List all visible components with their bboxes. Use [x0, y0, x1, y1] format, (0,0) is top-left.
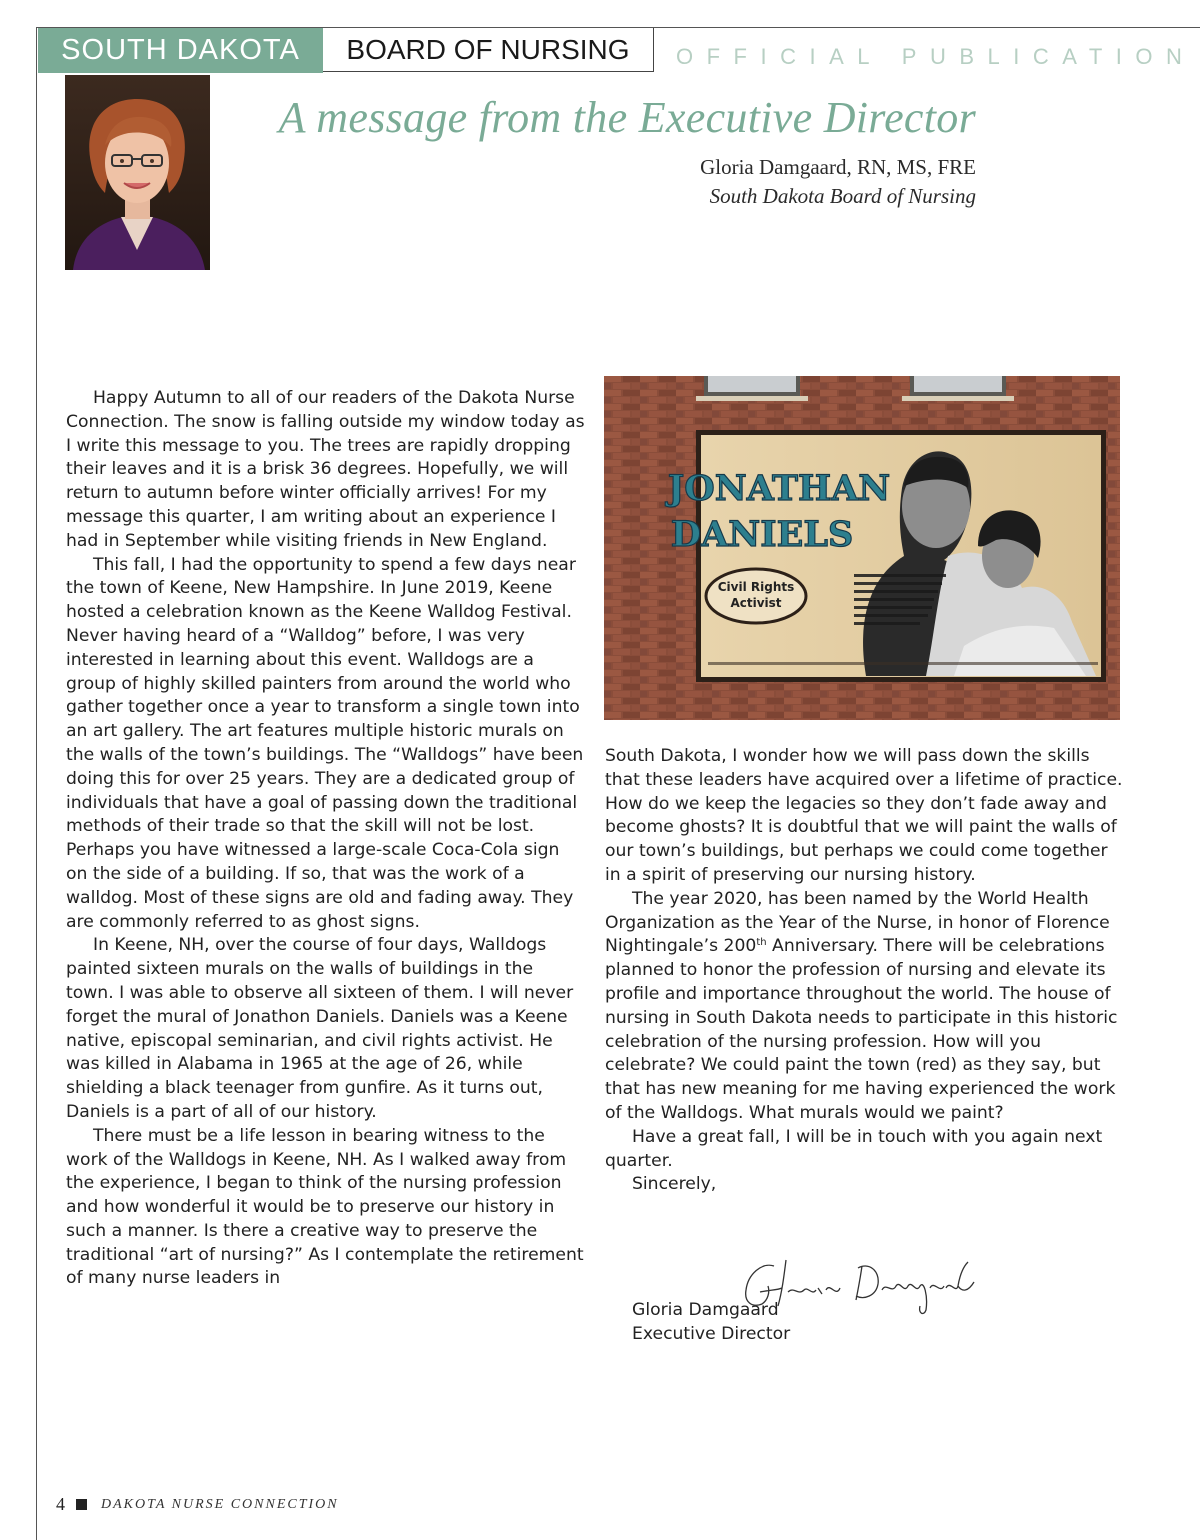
mural-badge-line1: Civil Rights [717, 580, 795, 594]
byline [500, 153, 976, 211]
mural-badge-line2: Activist [730, 596, 782, 610]
paragraph: Happy Autumn to all of our readers of the Dakota Nurse Connection. The snow is falling outside my window today as I write this message to you. The trees are rapidly dropping their leaves and it is a brisk 36 degrees. Hopefully, we will return to autumn before winter officially arrives! For my message this quarter, I am writing about an experience I had in September while visiting friends in New England. [66, 388, 585, 551]
paragraph: In Keene, NH, over the course of four days, Walldogs painted sixteen murals on the walls of buildings in the town. I was able to observe all sixteen of them. I will never forget the mural of Jonathon Daniels. Daniels was a Keene native, episcopal seminarian, and civil rights activist. He was killed in Alabama in 1965 at the age of 26, while shielding a black teenager from gunfire. As it turns out, Daniels is a part of all of our history. [66, 935, 574, 1122]
paragraph: This fall, I had the opportunity to spend a few days near the town of Keene, New Hampshire. In June 2019, Keene hosted a celebration known as the Keene Walldog Festival. Never having heard of a “Walldog” before, I was very interested in learning about this event. Walldogs are a group of highly skilled painters from around the world who gather together once a year to transform a single town into an art gallery. The art features multiple historic murals on the walls of the town’s buildings. The “Walldogs” have been doing this for over 25 years. They are a dedicated group of individuals that have a goal of passing down the traditional methods of their trade so that the skill will not be lost. Perhaps you have witnessed a large-scale Coca-Cola sign on the side of a building. If so, that was the work of a walldog. Most of these signs are old and fading away. They are commonly referred to as ghost signs. [66, 554, 584, 932]
mural-title-line2: DANIELS [670, 514, 854, 555]
article-title: A message from the Executive Director [278, 93, 976, 142]
ordinal-suffix: th [756, 937, 767, 949]
mural-photo [604, 376, 1120, 720]
article-column-left [66, 387, 586, 1291]
signer-name: Gloria Damgaard [632, 1300, 779, 1321]
paragraph: There must be a life lesson in bearing witness to the work of the Walldogs in Keene, NH. As I walked away from the experience, I began to think of the nursing profession and how wonderful it would be to preserve our history in such a manner. Is there a creative way to preserve the traditional “art of nursing?” As I contemplate the retirement of many nurse leaders in [66, 1125, 584, 1289]
left-rule [36, 27, 37, 1540]
official-publication-label: OFFICIAL PUBLICATION [676, 44, 1196, 69]
masthead [38, 28, 654, 73]
masthead-state: SOUTH DAKOTA [38, 28, 323, 73]
year-of-nurse-text: The year 2020, has been named by the World Health Organization as the Year of the Nurse, in honor of Florence Nightingale’s 200 [605, 888, 1110, 957]
author-organization: South Dakota Board of Nursing [709, 184, 976, 208]
mural-title-line1: JONATHAN [667, 468, 891, 509]
page-footer [56, 1494, 339, 1515]
sincerely: Sincerely, [632, 1174, 717, 1195]
footer-square-icon [76, 1499, 87, 1510]
page-number: 4 [56, 1494, 65, 1514]
author-name: Gloria Damgaard, RN, MS, FRE [700, 155, 976, 179]
author-portrait [65, 75, 210, 270]
paragraph [605, 888, 1125, 1126]
signer-title: Executive Director [632, 1323, 791, 1344]
handwritten-signature [738, 1252, 978, 1324]
publication-name: DAKOTA NURSE CONNECTION [101, 1496, 339, 1512]
paragraph-continued: South Dakota, I wonder how we will pass down the skills that these leaders have acquired over a lifetime of practice. How do we keep the legacies so they don’t fade away and become ghosts? It is doubtful that we will paint the walls of our town’s buildings, but perhaps we could come together in a spirit of preserving our nursing history. [605, 746, 1123, 885]
paragraph: Have a great fall, I will be in touch with you again next quarter. [605, 1126, 1103, 1171]
year-of-nurse-text-end: Anniversary. There will be celebrations planned to honor the profession of nursing and elevate its profile and importance throughout the world. The house of nursing in South Dakota needs to participate in this historic celebration of the nursing profession. How will you celebrate? We could paint the town (red) as they say, but that has new meaning for me having experienced the work of the Walldogs. What murals would we paint? [605, 936, 1118, 1123]
masthead-board: BOARD OF NURSING [323, 28, 654, 72]
